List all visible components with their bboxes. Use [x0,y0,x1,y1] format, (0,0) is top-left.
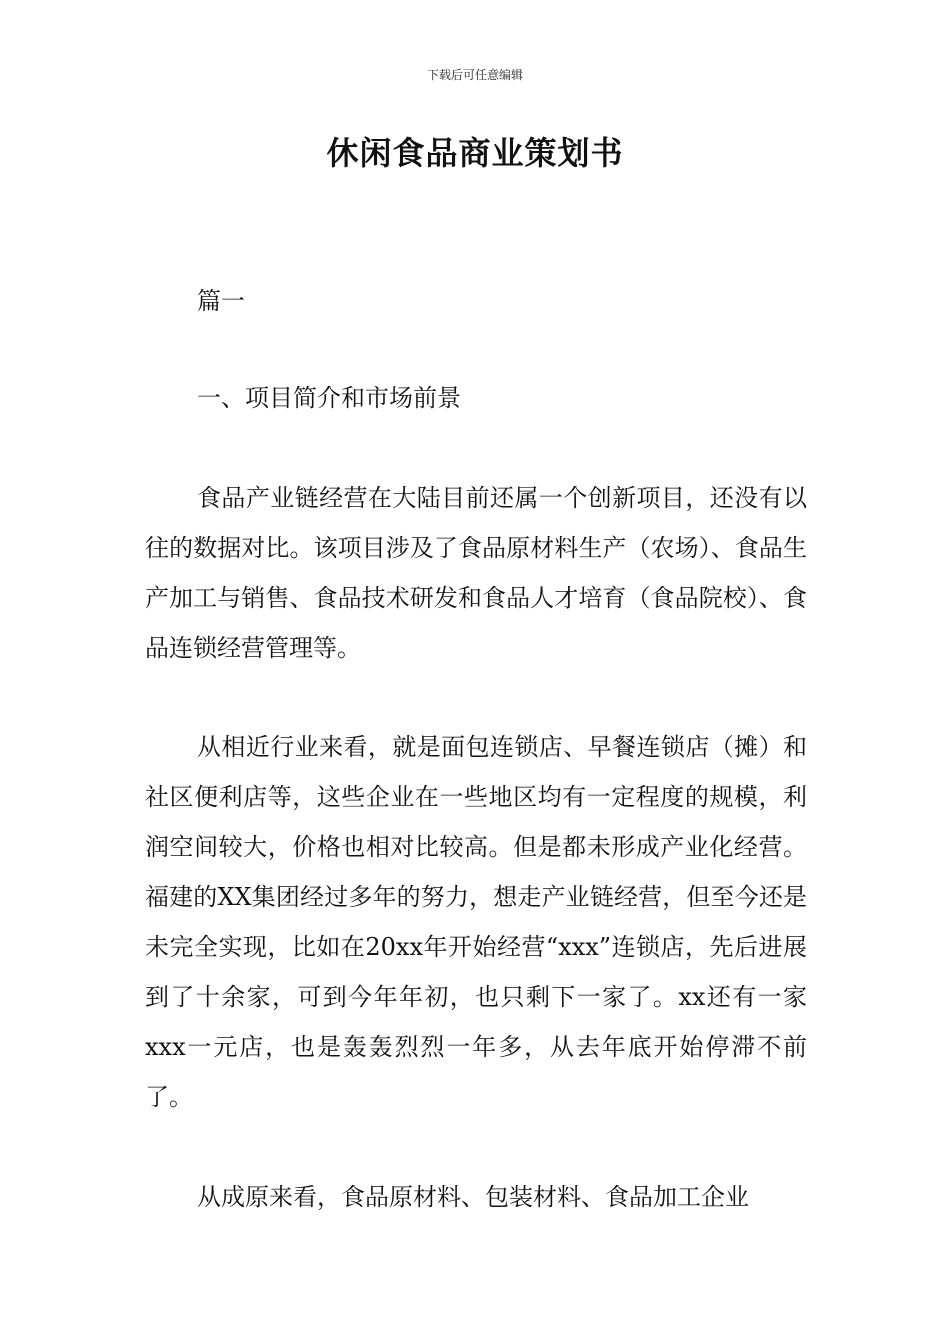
chapter-label: 篇一 [197,287,245,315]
paragraph-1-text: 食品产业链经营在大陆目前还属一个创新项目，还没有以往的数据对比。该项目涉及了食品原材料生产（农场）、食品生产加工与销售、食品技术研发和食品人才培育（食品院校）、食品连锁经营管理等。 [145,484,807,662]
paragraph-1 [145,473,807,673]
paragraph-2 [145,722,807,1122]
section-heading: 一、项目简介和市场前景 [197,384,461,412]
header-note: 下载后可任意编辑 [426,68,523,82]
document-title: 休闲食品商业策划书 [326,134,624,172]
paragraph-2-text: 从相近行业来看，就是面包连锁店、早餐连锁店（摊）和社区便利店等，这些企业在一些地区均有一定程度的规模，利润空间较大，价格也相对比较高。但是都未形成产业化经营。福建的XX集团经过多年的努力，想走产业链经营，但至今还是未完全实现，比如在20xx年开始经营“xxx”连锁店，先后进展到了十余家，可到今年年初，也只剩下一家了。xx还有一家xxx一元店，也是轰轰烈烈一年多，从去年底开始停滞不前了。 [145,733,807,1111]
paragraph-3 [145,1172,807,1222]
paragraph-3-text: 从成原来看，食品原材料、包装材料、食品加工企业 [197,1183,749,1211]
